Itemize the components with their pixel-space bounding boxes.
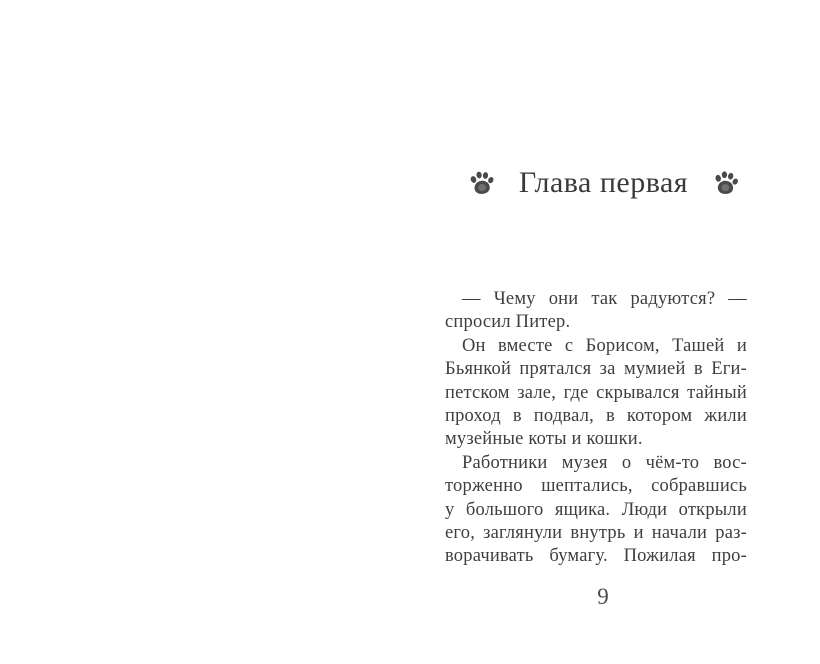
text-line: петском зале, где скрывался тайный [445, 382, 747, 403]
paw-icon [466, 168, 497, 199]
text-line: Бьянкой прятался за мумией в Еги- [445, 359, 747, 380]
paw-icon [710, 167, 741, 198]
text-line: проход в подвал, в котором жили [445, 405, 747, 426]
chapter-title: Глава первая [518, 166, 689, 199]
text-line: спросил Питер. [445, 312, 571, 333]
text-line: ворачивать бумагу. Пожилая про- [445, 546, 747, 567]
chapter-heading [445, 162, 747, 204]
text-line: — Чему они так радуются? — [462, 289, 747, 309]
text-line: его, заглянули внутрь и начали раз- [445, 522, 747, 543]
chapter-body [445, 288, 747, 569]
text-line: торженно шептались, собравшись [445, 476, 747, 497]
page-number: 9 [597, 584, 609, 609]
text-line: Он вместе с Борисом, Ташей и [462, 335, 747, 356]
text-line: музейные коты и кошки. [445, 429, 643, 450]
text-line: у большого ящика. Люди открыли [445, 499, 747, 520]
text-line: Работники музея о чём-то вос- [462, 452, 747, 473]
